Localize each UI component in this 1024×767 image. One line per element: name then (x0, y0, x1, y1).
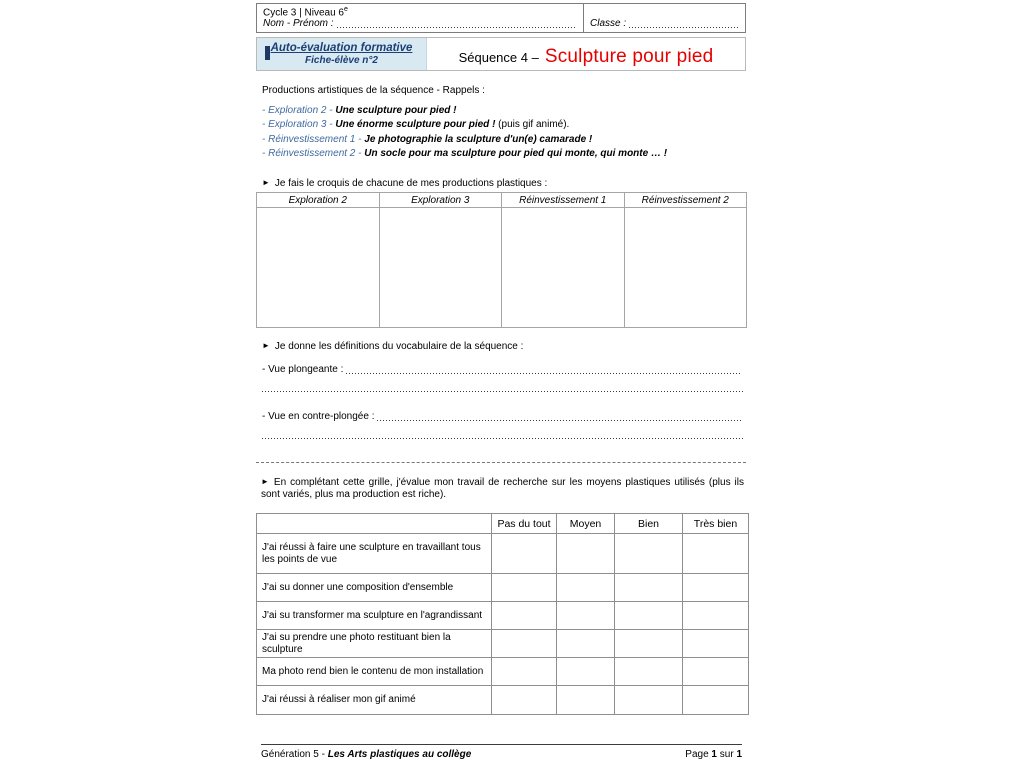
evaluation-statement: J'ai su transformer ma sculpture en l'agrandissant (257, 602, 492, 630)
croquis-drawing-cell (624, 208, 747, 328)
cycle-level-label (263, 6, 578, 18)
croquis-drawing-cell (502, 208, 625, 328)
answer-cell (557, 658, 615, 686)
production-text: Un socle pour ma sculpture pour pied qui monte, qui monte … ! (364, 148, 668, 160)
answer-cell (683, 686, 749, 715)
answer-cell (683, 630, 749, 658)
answer-cell (557, 630, 615, 658)
name-writing-line (337, 24, 577, 28)
answer-cell (492, 602, 557, 630)
sheet-title: Auto-évaluation formative (270, 42, 413, 54)
answer-cell (615, 574, 683, 602)
production-item (262, 133, 744, 148)
banner-left-cell (257, 38, 427, 70)
cycle-text: Cycle 3 | Niveau 6 (263, 7, 344, 19)
evaluation-empty-header-cell (257, 514, 492, 534)
page-number: 1 (711, 749, 717, 760)
croquis-column-header: Réinvestissement 2 (624, 193, 747, 208)
classe-line (590, 18, 740, 29)
evaluation-statement: J'ai su donner une composition d'ensemble (257, 574, 492, 602)
identity-left-cell (257, 4, 584, 32)
production-label: - Exploration 2 - (262, 104, 336, 116)
answer-cell (557, 534, 615, 574)
definition-term-label: - Vue en contre-plongée : (262, 411, 375, 422)
page-total: 1 (736, 749, 742, 760)
section-divider (256, 462, 746, 463)
triangle-marker-icon: ► (262, 178, 270, 187)
identity-header-table (256, 3, 746, 33)
evaluation-column-header: Pas du tout (492, 514, 557, 534)
definition-term-line (262, 361, 743, 375)
definitions-prompt (262, 341, 743, 352)
grid-prompt (261, 477, 744, 500)
evaluation-column-header: Moyen (557, 514, 615, 534)
answer-cell (683, 658, 749, 686)
evaluation-column-header: Très bien (683, 514, 749, 534)
definition-term-line (262, 408, 743, 422)
croquis-column-header: Réinvestissement 1 (502, 193, 625, 208)
evaluation-statement: J'ai réussi à faire une sculpture en travaillant tous les points de vue (257, 534, 492, 574)
page-label: Page (685, 749, 712, 760)
banner-right-cell (427, 38, 745, 70)
answer-cell (683, 602, 749, 630)
answer-cell (557, 574, 615, 602)
page-separator: sur (716, 749, 737, 760)
production-label: - Exploration 3 - (262, 119, 336, 131)
croquis-prompt-text: Je fais le croquis de chacune de mes productions plastiques : (274, 178, 548, 189)
title-banner (256, 37, 746, 71)
croquis-column-header: Exploration 2 (257, 193, 380, 208)
evaluation-row (257, 658, 749, 686)
page-footer (261, 744, 742, 760)
answer-cell (492, 574, 557, 602)
production-item (262, 104, 744, 119)
definition-writing-line (346, 370, 742, 374)
footer-brand-prefix: Génération 5 - (261, 749, 328, 760)
triangle-marker-icon: ► (261, 477, 269, 486)
croquis-drawing-cell (257, 208, 380, 328)
evaluation-statement: Ma photo rend bien le contenu de mon installation (257, 658, 492, 686)
answer-cell (615, 602, 683, 630)
production-item (262, 118, 744, 133)
evaluation-table (256, 513, 749, 715)
croquis-drawing-row (257, 208, 747, 328)
answer-cell (492, 630, 557, 658)
production-label: - Réinvestissement 2 - (262, 148, 365, 160)
productions-section (262, 84, 744, 162)
footer-brand-name: Les Arts plastiques au collège (327, 749, 472, 760)
production-text: Une sculpture pour pied ! (335, 104, 457, 116)
evaluation-row (257, 686, 749, 715)
triangle-marker-icon: ► (262, 341, 270, 350)
definition-writing-line (377, 417, 742, 421)
name-line (263, 18, 578, 29)
production-item (262, 147, 744, 162)
accent-bar-icon (265, 46, 270, 60)
answer-cell (615, 686, 683, 715)
definitions-section (262, 341, 743, 439)
evaluation-header-row (257, 514, 749, 534)
evaluation-row (257, 574, 749, 602)
evaluation-row (257, 534, 749, 574)
answer-cell (492, 534, 557, 574)
evaluation-row (257, 630, 749, 658)
production-suffix: (puis gif animé). (495, 119, 570, 131)
cycle-superscript: e (343, 6, 348, 13)
classe-label: Classe : (590, 18, 627, 29)
footer-brand (261, 749, 471, 760)
worksheet-page (255, 0, 749, 767)
classe-writing-line (629, 24, 739, 28)
footer-page-indicator (685, 749, 742, 760)
evaluation-column-header: Bien (615, 514, 683, 534)
evaluation-statement: J'ai su prendre une photo restituant bien la sculpture (257, 630, 492, 658)
productions-intro: Productions artistiques de la séquence - Rappels : (262, 85, 485, 96)
sequence-label: Séquence 4 – (458, 50, 539, 65)
croquis-table (256, 192, 747, 328)
answer-cell (683, 574, 749, 602)
definition-term-label: - Vue plongeante : (262, 364, 344, 375)
production-text: Une énorme sculpture pour pied ! (335, 119, 496, 131)
definitions-prompt-text: Je donne les définitions du vocabulaire de la séquence : (274, 341, 524, 352)
croquis-prompt (262, 178, 547, 189)
production-label: - Réinvestissement 1 - (262, 133, 365, 145)
grid-prompt-text: En complétant cette grille, j'évalue mon travail de recherche sur les moyens plastiques utilisés (plus ils sont variés, plus ma production est riche). (261, 477, 744, 500)
evaluation-statement: J'ai réussi à réaliser mon gif animé (257, 686, 492, 715)
croquis-column-header: Exploration 3 (379, 193, 502, 208)
production-text: Je photographie la sculpture d'un(e) camarade ! (364, 133, 593, 145)
answer-cell (615, 534, 683, 574)
answer-cell (492, 658, 557, 686)
answer-cell (492, 686, 557, 715)
croquis-header-row (257, 193, 747, 208)
evaluation-row (257, 602, 749, 630)
answer-cell (615, 658, 683, 686)
identity-right-cell (584, 4, 745, 32)
answer-cell (615, 630, 683, 658)
answer-cell (683, 534, 749, 574)
croquis-drawing-cell (379, 208, 502, 328)
answer-cell (557, 602, 615, 630)
name-label: Nom - Prénom : (263, 18, 334, 30)
definition-writing-line (262, 435, 743, 439)
sheet-subtitle: Fiche-élève n°2 (305, 55, 378, 66)
definition-writing-line (262, 388, 743, 392)
answer-cell (557, 686, 615, 715)
sequence-title: Sculpture pour pied (544, 46, 714, 67)
